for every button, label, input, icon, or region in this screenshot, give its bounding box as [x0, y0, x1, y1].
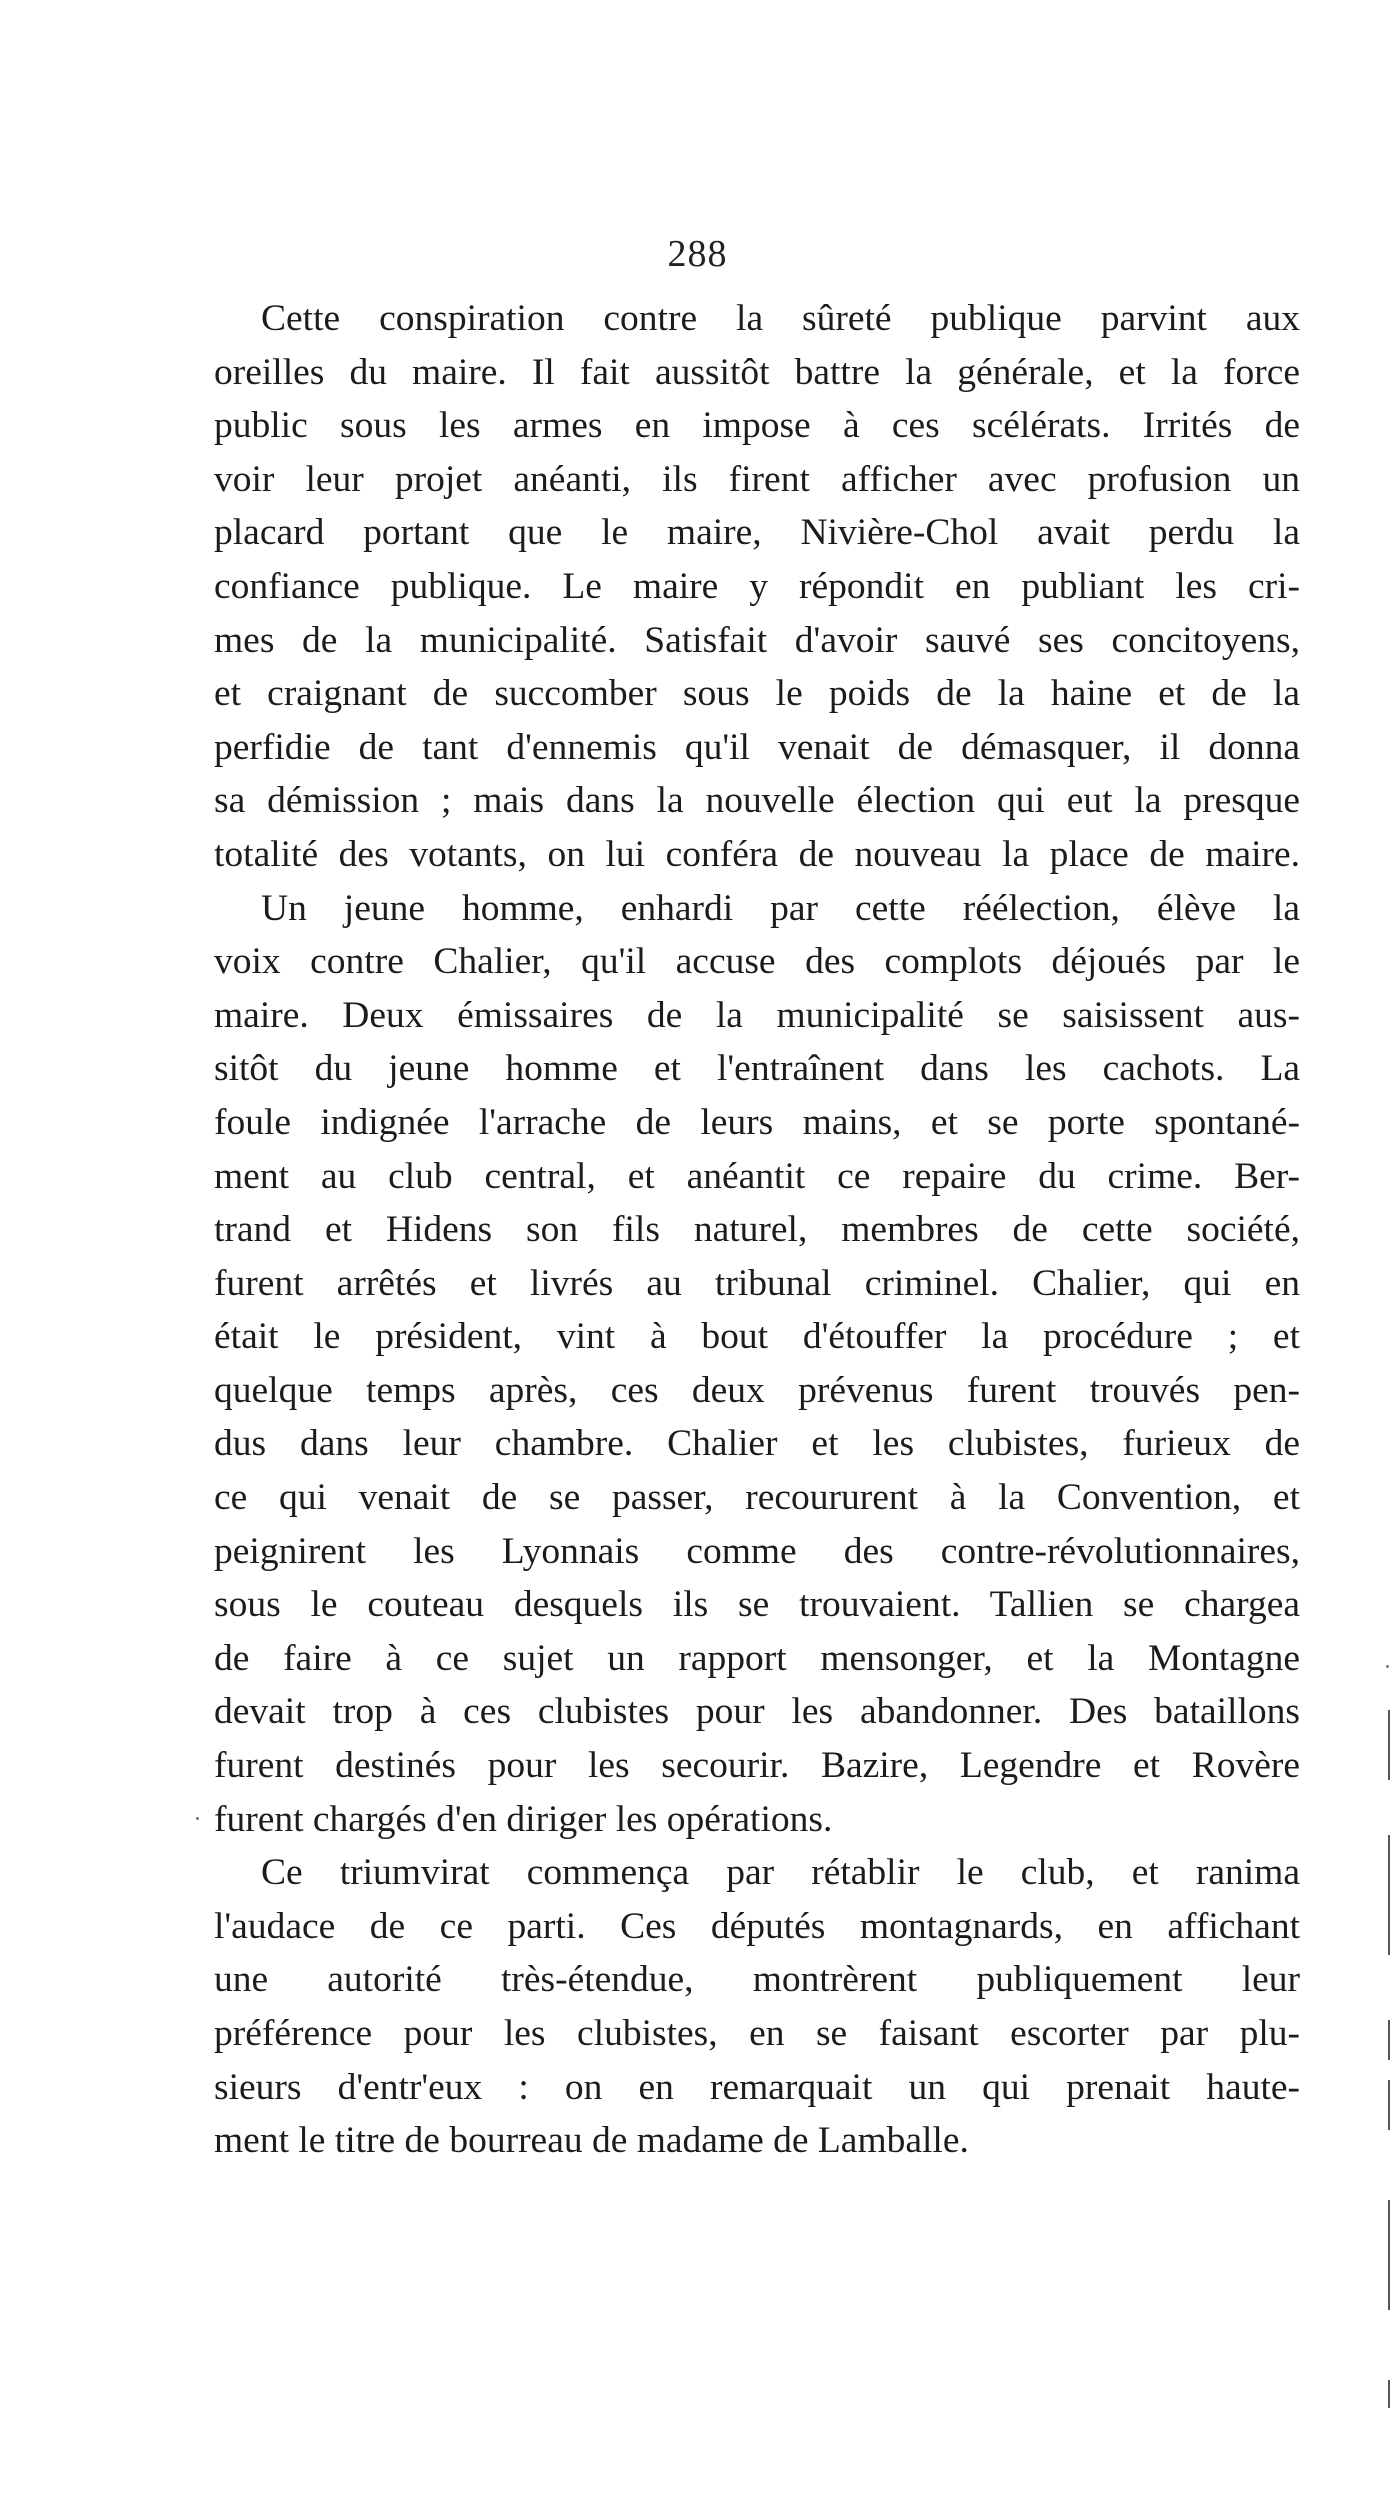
text-line: public sous les armes en impose à ces scélérats. Irrités de: [214, 405, 1300, 447]
text-line: une autorité très-étendue, montrèrent publiquement leur: [214, 1959, 1300, 2001]
text-line: ce qui venait de se passer, recoururent à la Convention, et: [214, 1477, 1300, 1519]
scan-mark: [1388, 1835, 1390, 1895]
text-line: devait trop à ces clubistes pour les abandonner. Des bataillons: [214, 1691, 1300, 1733]
body-text: [214, 292, 1300, 2168]
text-line: ment au club central, et anéantit ce repaire du crime. Ber-: [214, 1155, 1300, 1197]
text-line: sous le couteau desquels ils se trouvaient. Tallien se chargea: [214, 1584, 1300, 1626]
text-line: ment le titre de bourreau de madame de Lamballe.: [214, 2120, 969, 2162]
text-line: furent destinés pour les secourir. Bazire, Legendre et Rovère: [214, 1745, 1300, 1787]
scan-mark: [1388, 2080, 1390, 2130]
scan-mark: [1388, 2020, 1390, 2060]
text-line: furent chargés d'en diriger les opérations.: [214, 1798, 833, 1840]
scan-mark: [1388, 1895, 1390, 1955]
text-line: trand et Hidens son fils naturel, membres de cette société,: [214, 1209, 1300, 1251]
scan-dot: [196, 1817, 199, 1820]
text-line: sieurs d'entr'eux : on en remarquait un qui prenait haute-: [214, 2066, 1300, 2108]
scan-mark: [1388, 2200, 1390, 2310]
scan-dot: [1386, 1665, 1389, 1668]
text-line: confiance publique. Le maire y répondit en publiant les cri-: [214, 565, 1300, 607]
text-line: sa démission ; mais dans la nouvelle élection qui eut la presque: [214, 780, 1300, 822]
text-line: maire. Deux émissaires de la municipalité se saisissent aus-: [214, 994, 1300, 1036]
page-number: 288: [667, 233, 728, 275]
text-line: foule indignée l'arrache de leurs mains, et se porte spontané-: [214, 1101, 1300, 1143]
text-line: Ce triumvirat commença par rétablir le club, et ranima: [261, 1852, 1300, 1894]
text-line: voix contre Chalier, qu'il accuse des complots déjoués par le: [214, 941, 1300, 983]
text-line: mes de la municipalité. Satisfait d'avoir sauvé ses concitoyens,: [214, 619, 1300, 661]
scan-mark: [1388, 2380, 1390, 2408]
text-line: oreilles du maire. Il fait aussitôt battre la générale, et la force: [214, 351, 1300, 393]
text-line: voir leur projet anéanti, ils firent afficher avec profusion un: [214, 458, 1300, 500]
text-line: préférence pour les clubistes, en se faisant escorter par plu-: [214, 2013, 1300, 2054]
text-line: l'audace de ce parti. Ces députés montagnards, en affichant: [214, 1905, 1300, 1947]
text-line: Cette conspiration contre la sûreté publique parvint aux: [261, 298, 1300, 339]
text-line: placard portant que le maire, Nivière-Chol avait perdu la: [214, 512, 1300, 554]
scan-mark: [1388, 1710, 1390, 1780]
text-line: et craignant de succomber sous le poids de la haine et de la: [214, 673, 1300, 715]
text-line: peignirent les Lyonnais comme des contre-révolutionnaires,: [214, 1530, 1300, 1572]
text-line: sitôt du jeune homme et l'entraînent dans les cachots. La: [214, 1048, 1300, 1090]
text-line: quelque temps après, ces deux prévenus furent trouvés pen-: [214, 1369, 1300, 1411]
text-line: furent arrêtés et livrés au tribunal criminel. Chalier, qui en: [214, 1262, 1300, 1304]
text-line: dus dans leur chambre. Chalier et les clubistes, furieux de: [214, 1423, 1300, 1465]
text-line: Un jeune homme, enhardi par cette réélection, élève la: [261, 887, 1300, 929]
text-line: était le président, vint à bout d'étouffer la procédure ; et: [214, 1316, 1300, 1358]
text-line: totalité des votants, on lui conféra de nouveau la place de maire.: [214, 833, 1300, 875]
text-line: perfidie de tant d'ennemis qu'il venait de démasquer, il donna: [214, 726, 1300, 768]
text-line: de faire à ce sujet un rapport mensonger, et la Montagne: [214, 1637, 1300, 1679]
